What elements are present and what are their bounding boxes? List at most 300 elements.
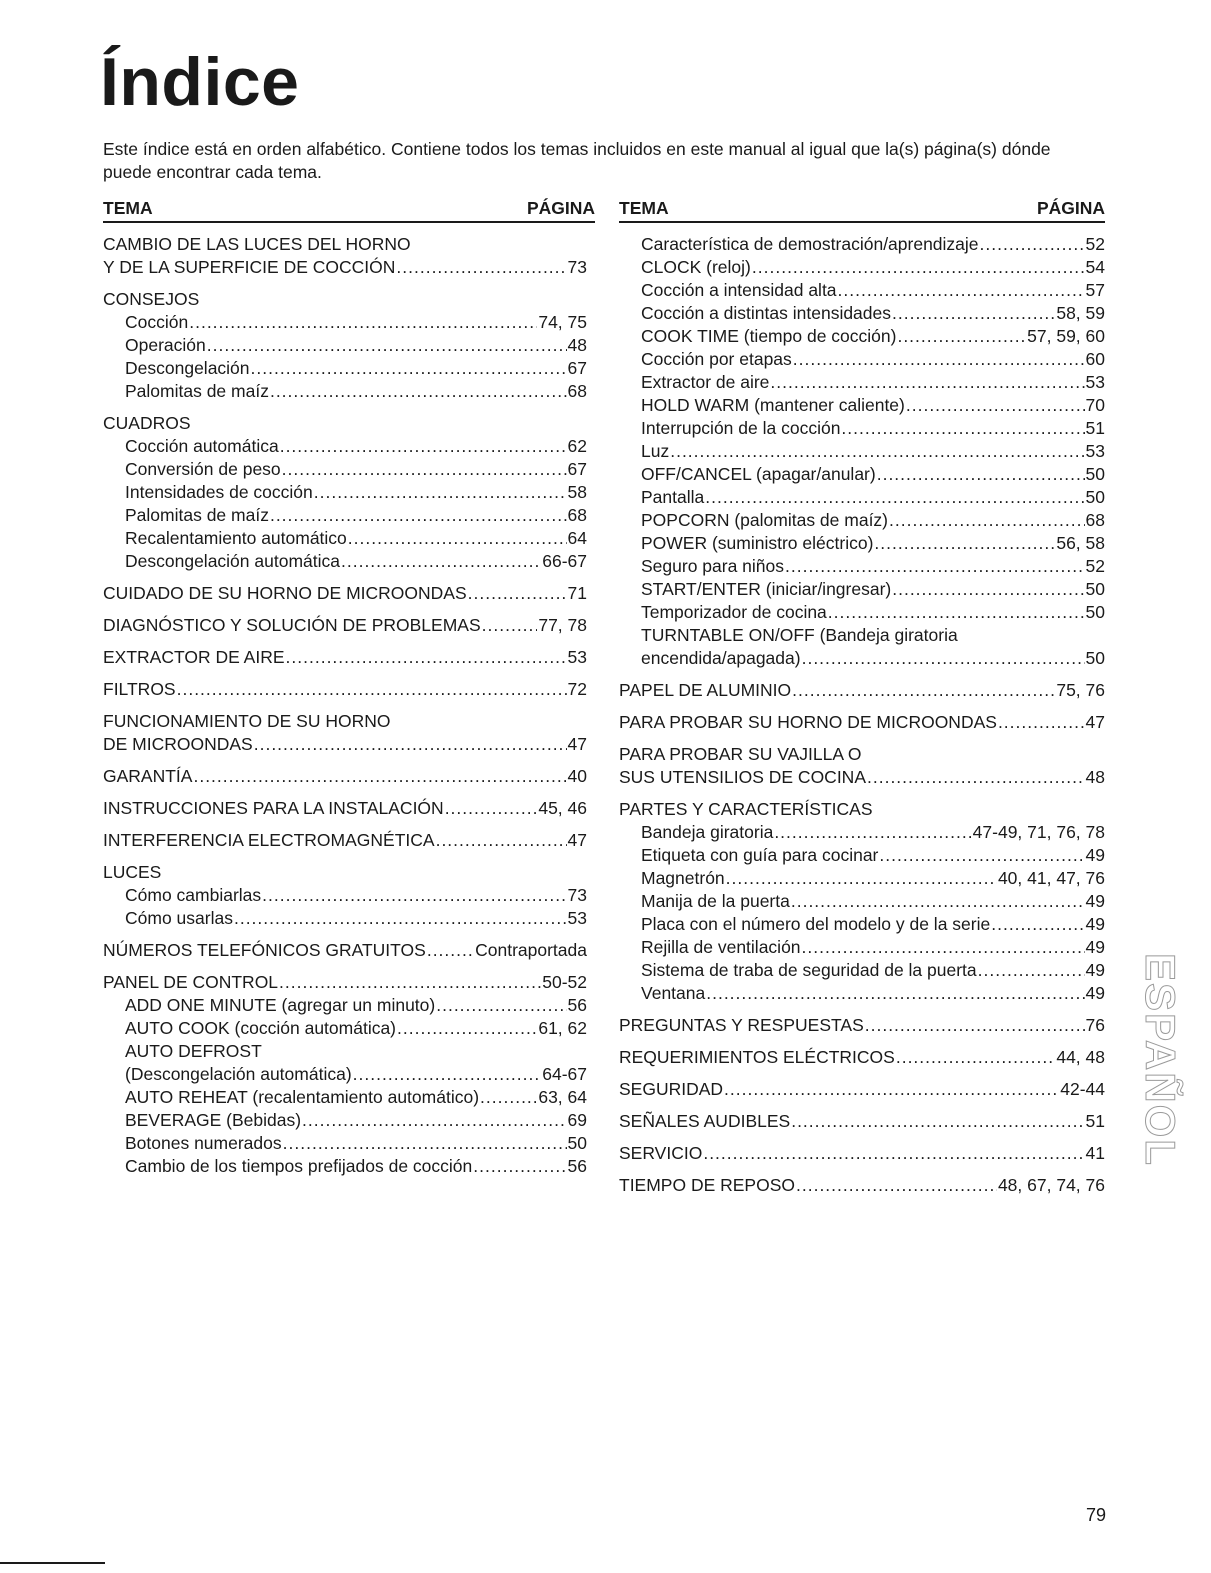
entry-page: 64 xyxy=(567,528,587,548)
index-heading xyxy=(619,1110,1105,1133)
index-heading xyxy=(103,678,587,701)
side-tab-label: ESPAÑOL xyxy=(1137,953,1184,1167)
index-entry xyxy=(103,233,587,279)
entry-term: AUTO DEFROST xyxy=(125,1041,262,1061)
index-subentry xyxy=(103,481,587,504)
entry-page: 54 xyxy=(1085,257,1105,277)
entry-term: Operación xyxy=(125,335,206,355)
entry-page: 56 xyxy=(567,995,587,1015)
entry-term: TURNTABLE ON/OFF (Bandeja giratoria xyxy=(641,625,958,645)
entry-term: Cocción a distintas intensidades xyxy=(641,303,892,323)
entry-page: 48 xyxy=(1085,767,1105,787)
dot-leader xyxy=(785,555,1085,578)
entry-page: 51 xyxy=(1085,1111,1105,1131)
index-heading xyxy=(619,1174,1105,1197)
index-subentry xyxy=(619,601,1105,624)
entry-page: 57 xyxy=(1085,280,1105,300)
dot-leader xyxy=(482,614,538,637)
dot-leader xyxy=(445,797,538,820)
entry-page: 40 xyxy=(567,766,587,786)
entry-page: 73 xyxy=(567,885,587,905)
entry-page: 45, 46 xyxy=(538,798,587,818)
entry-term: AUTO REHEAT (recalentamiento automático) xyxy=(125,1087,480,1107)
dot-leader xyxy=(396,256,566,279)
index-subentry xyxy=(619,256,1105,279)
entry-term: Manija de la puerta xyxy=(641,891,790,911)
entry-term: PAPEL DE ALUMINIO xyxy=(619,680,792,700)
entry-page: 51 xyxy=(1085,418,1105,438)
index-subentry xyxy=(103,311,587,334)
entry-page: 67 xyxy=(567,459,587,479)
entry-page: 53 xyxy=(1085,372,1105,392)
entry-term: Cocción xyxy=(125,312,189,332)
entry-term: Temporizador de cocina xyxy=(641,602,827,622)
entry-term: SEÑALES AUDIBLES xyxy=(619,1111,791,1131)
index-entry xyxy=(103,710,587,756)
index-heading xyxy=(103,582,587,605)
entry-term: FUNCIONAMIENTO DE SU HORNO xyxy=(103,711,391,731)
entry-term: Sistema de traba de seguridad de la puerta xyxy=(641,960,977,980)
entry-term: encendida/apagada) xyxy=(641,648,801,668)
entry-term: POWER (suministro eléctrico) xyxy=(641,533,874,553)
dot-leader xyxy=(879,844,1084,867)
index-subentry xyxy=(619,532,1105,555)
entry-term: CONSEJOS xyxy=(103,289,200,309)
index-heading xyxy=(103,614,587,637)
index-subentry xyxy=(619,936,1105,959)
entry-page: 42-44 xyxy=(1060,1079,1105,1099)
entry-term: Descongelación xyxy=(125,358,250,378)
index-subentry xyxy=(619,463,1105,486)
dot-leader xyxy=(314,481,567,504)
entry-page: 69 xyxy=(567,1110,587,1130)
language-side-tab xyxy=(1138,940,1182,1180)
index-heading xyxy=(103,733,587,756)
dot-leader xyxy=(480,1086,537,1109)
entry-page: 56 xyxy=(567,1156,587,1176)
index-entry xyxy=(619,1078,1105,1101)
column-header xyxy=(619,198,1105,223)
dot-leader xyxy=(802,936,1085,959)
entry-term: Conversión de peso xyxy=(125,459,281,479)
entry-term: INTERFERENCIA ELECTROMAGNÉTICA xyxy=(103,830,435,850)
entry-term: REQUERIMIENTOS ELÉCTRICOS xyxy=(619,1047,895,1067)
index-entry xyxy=(103,412,587,573)
entry-term: DE MICROONDAS xyxy=(103,734,253,754)
entry-page: 56, 58 xyxy=(1056,533,1105,553)
index-heading xyxy=(619,1014,1105,1037)
entry-page: 60 xyxy=(1085,349,1105,369)
entry-term: NÚMEROS TELEFÓNICOS GRATUITOS xyxy=(103,940,426,960)
entry-term: Cocción por etapas xyxy=(641,349,792,369)
entry-term: Bandeja giratoria xyxy=(641,822,774,842)
entry-term: LUCES xyxy=(103,862,162,882)
dot-leader xyxy=(193,765,566,788)
entry-term: COOK TIME (tiempo de cocción) xyxy=(641,326,897,346)
page-number: 79 xyxy=(1086,1505,1107,1525)
header-tema: TEMA xyxy=(103,198,153,218)
entry-term: Característica de demostración/aprendizaje xyxy=(641,234,979,254)
index-subentry xyxy=(103,380,587,403)
dot-leader xyxy=(283,1132,567,1155)
index-subentry xyxy=(619,844,1105,867)
index-subentry xyxy=(103,1086,587,1109)
index-entry xyxy=(103,678,587,701)
dot-leader xyxy=(427,939,474,962)
index-subentry xyxy=(619,302,1105,325)
dot-leader xyxy=(724,1078,1059,1101)
entry-term: Magnetrón xyxy=(641,868,725,888)
entry-page: 53 xyxy=(567,647,587,667)
index-subentry xyxy=(103,550,587,573)
index-heading xyxy=(103,829,587,852)
entry-page: 40, 41, 47, 76 xyxy=(997,868,1105,888)
index-entry xyxy=(103,797,587,820)
dot-leader xyxy=(770,371,1084,394)
index-entry xyxy=(103,861,587,930)
entry-term: BEVERAGE (Bebidas) xyxy=(125,1110,302,1130)
entry-page: 50 xyxy=(1085,602,1105,622)
index-subentry xyxy=(103,1155,587,1178)
index-heading xyxy=(619,1046,1105,1069)
index-subentry xyxy=(619,959,1105,982)
entry-term: CAMBIO DE LAS LUCES DEL HORNO xyxy=(103,234,411,254)
index-subentry xyxy=(619,578,1105,601)
index-subentry xyxy=(103,504,587,527)
dot-leader xyxy=(353,1063,542,1086)
entry-page: 77, 78 xyxy=(538,615,587,635)
index-subentry xyxy=(619,624,1105,647)
entry-term: CLOCK (reloj) xyxy=(641,257,751,277)
entry-term: Etiqueta con guía para cocinar xyxy=(641,845,879,865)
index-heading xyxy=(103,646,587,669)
entry-term: Intensidades de cocción xyxy=(125,482,313,502)
dot-leader xyxy=(473,1155,566,1178)
entry-term: START/ENTER (iniciar/ingresar) xyxy=(641,579,892,599)
entry-page: 49 xyxy=(1085,891,1105,911)
entry-page: 74, 75 xyxy=(538,312,587,332)
dot-leader xyxy=(207,334,567,357)
entry-term: CUADROS xyxy=(103,413,191,433)
index-entry xyxy=(103,614,587,637)
entry-page: 47 xyxy=(567,734,587,754)
entry-term: Cómo usarlas xyxy=(125,908,233,928)
dot-leader xyxy=(828,601,1085,624)
entry-term: PARA PROBAR SU VAJILLA O xyxy=(619,744,862,764)
entry-term: TIEMPO DE REPOSO xyxy=(619,1175,795,1195)
index-subentry xyxy=(619,913,1105,936)
dot-leader xyxy=(838,279,1085,302)
entry-page: Contraportada xyxy=(475,940,587,960)
dot-leader xyxy=(726,867,997,890)
index-entry xyxy=(619,743,1105,789)
index-subentry xyxy=(619,233,1105,256)
dot-leader xyxy=(286,646,567,669)
entry-page: 50 xyxy=(1085,579,1105,599)
entry-page: 53 xyxy=(567,908,587,928)
entry-term: Y DE LA SUPERFICIE DE COCCIÓN xyxy=(103,257,396,277)
intro-paragraph: Este índice está en orden alfabético. Contiene todos los temas incluidos en este manual al igual que la(s) página(s) dónde puede encontrar cada tema. xyxy=(103,139,1051,182)
index-subentry xyxy=(103,334,587,357)
index-subentry xyxy=(103,1109,587,1132)
entry-term: ADD ONE MINUTE (agregar un minuto) xyxy=(125,995,436,1015)
index-heading xyxy=(103,939,587,962)
dot-leader xyxy=(791,1110,1084,1133)
entry-page: 47-49, 71, 76, 78 xyxy=(972,822,1105,842)
entry-page: 50 xyxy=(1085,648,1105,668)
dot-leader xyxy=(280,435,567,458)
entry-term: SEGURIDAD xyxy=(619,1079,724,1099)
entry-page: 48 xyxy=(567,335,587,355)
entry-page: 61, 62 xyxy=(538,1018,587,1038)
entry-term: Palomitas de maíz xyxy=(125,381,269,401)
entry-term: Descongelación automática xyxy=(125,551,340,571)
entry-term: Palomitas de maíz xyxy=(125,505,269,525)
entry-page: 66-67 xyxy=(542,551,587,571)
dot-leader xyxy=(841,417,1084,440)
entry-page: 49 xyxy=(1085,960,1105,980)
entry-page: 63, 64 xyxy=(538,1087,587,1107)
index-subentry xyxy=(103,1063,587,1086)
index-entry xyxy=(619,679,1105,702)
entry-term: (Descongelación automática) xyxy=(125,1064,352,1084)
index-heading xyxy=(103,797,587,820)
entry-term: FILTROS xyxy=(103,679,176,699)
dot-leader xyxy=(897,325,1026,348)
entry-page: 68 xyxy=(567,505,587,525)
dot-leader xyxy=(254,733,567,756)
entry-page: 49 xyxy=(1085,937,1105,957)
entry-term: Luz xyxy=(641,441,670,461)
entry-term: PARTES Y CARACTERÍSTICAS xyxy=(619,799,873,819)
entry-term: Cocción automática xyxy=(125,436,279,456)
dot-leader xyxy=(998,711,1085,734)
index-entry xyxy=(619,1046,1105,1069)
entry-term: Rejilla de ventilación xyxy=(641,937,801,957)
index-entry xyxy=(103,288,587,403)
index-heading xyxy=(103,233,587,256)
index-heading xyxy=(619,1078,1105,1101)
entry-page: 62 xyxy=(567,436,587,456)
entry-term: Seguro para niños xyxy=(641,556,785,576)
entry-page: 50-52 xyxy=(542,972,587,992)
index-column-left xyxy=(103,198,595,1187)
header-pagina: PÁGINA xyxy=(526,198,595,218)
dot-leader xyxy=(865,1014,1085,1037)
index-heading xyxy=(619,711,1105,734)
entry-page: 67 xyxy=(567,358,587,378)
entry-term: Pantalla xyxy=(641,487,705,507)
dot-leader xyxy=(348,527,567,550)
entry-page: 72 xyxy=(567,679,587,699)
dot-leader xyxy=(892,578,1084,601)
dot-leader xyxy=(752,256,1085,279)
entry-page: 50 xyxy=(1085,464,1105,484)
index-entries-left xyxy=(103,233,587,1178)
entry-term: EXTRACTOR DE AIRE xyxy=(103,647,285,667)
index-heading xyxy=(619,766,1105,789)
entry-page: 50 xyxy=(567,1133,587,1153)
index-heading xyxy=(103,861,587,884)
entry-term: PARA PROBAR SU HORNO DE MICROONDAS xyxy=(619,712,997,732)
index-entry xyxy=(619,711,1105,734)
index-subentry xyxy=(103,907,587,930)
dot-leader xyxy=(177,678,567,701)
entry-page: 73 xyxy=(567,257,587,277)
entry-term: GARANTÍA xyxy=(103,766,193,786)
dot-leader xyxy=(706,982,1084,1005)
entry-page: 75, 76 xyxy=(1056,680,1105,700)
dot-leader xyxy=(189,311,537,334)
entry-page: 52 xyxy=(1085,234,1105,254)
dot-leader xyxy=(791,890,1085,913)
entry-term: Extractor de aire xyxy=(641,372,770,392)
dot-leader xyxy=(793,348,1085,371)
index-subentry xyxy=(103,435,587,458)
entry-page: 47 xyxy=(567,830,587,850)
bottom-rule xyxy=(0,1562,105,1564)
dot-leader xyxy=(906,394,1085,417)
index-heading xyxy=(103,971,587,994)
entry-term: Interrupción de la cocción xyxy=(641,418,841,438)
index-subentry xyxy=(103,1017,587,1040)
index-entry xyxy=(619,1110,1105,1133)
index-subentry xyxy=(619,647,1105,670)
dot-leader xyxy=(302,1109,566,1132)
index-heading xyxy=(619,679,1105,702)
dot-leader xyxy=(270,504,567,527)
index-subentry xyxy=(619,555,1105,578)
entry-page: 57, 59, 60 xyxy=(1027,326,1105,346)
index-entry xyxy=(619,798,1105,1005)
entry-page: 64-67 xyxy=(542,1064,587,1084)
index-heading xyxy=(103,710,587,733)
entry-term: Cambio de los tiempos prefijados de cocción xyxy=(125,1156,473,1176)
entry-page: 68 xyxy=(1085,510,1105,530)
dot-leader xyxy=(877,463,1085,486)
index-entries-right xyxy=(619,233,1105,1197)
entry-term: POPCORN (palomitas de maíz) xyxy=(641,510,889,530)
entry-page: 71 xyxy=(567,583,587,603)
index-entry xyxy=(103,582,587,605)
dot-leader xyxy=(802,647,1085,670)
dot-leader xyxy=(896,1046,1056,1069)
index-entry xyxy=(103,765,587,788)
entry-term: SERVICIO xyxy=(619,1143,703,1163)
index-subentry xyxy=(103,458,587,481)
index-subentry xyxy=(619,279,1105,302)
dot-leader xyxy=(705,486,1084,509)
dot-leader xyxy=(892,302,1055,325)
index-heading xyxy=(103,765,587,788)
index-subentry xyxy=(619,982,1105,1005)
index-heading xyxy=(103,256,587,279)
entry-term: OFF/CANCEL (apagar/anular) xyxy=(641,464,876,484)
entry-page: 49 xyxy=(1085,914,1105,934)
index-subentry xyxy=(103,884,587,907)
entry-term: HOLD WARM (mantener caliente) xyxy=(641,395,905,415)
index-subentry xyxy=(619,440,1105,463)
header-pagina: PÁGINA xyxy=(1036,198,1105,218)
index-entry xyxy=(103,939,587,962)
page-title: Índice xyxy=(100,44,300,120)
entry-term: Ventana xyxy=(641,983,706,1003)
index-entry xyxy=(103,829,587,852)
dot-leader xyxy=(262,884,566,907)
index-column-right xyxy=(619,198,1105,1206)
index-heading xyxy=(619,743,1105,766)
index-heading xyxy=(103,412,587,435)
dot-leader xyxy=(251,357,567,380)
dot-leader xyxy=(980,233,1085,256)
entry-term: INSTRUCCIONES PARA LA INSTALACIÓN xyxy=(103,798,444,818)
dot-leader xyxy=(874,532,1055,555)
entry-page: 50 xyxy=(1085,487,1105,507)
entry-page: 41 xyxy=(1085,1143,1105,1163)
entry-term: PANEL DE CONTROL xyxy=(103,972,279,992)
entry-page: 44, 48 xyxy=(1056,1047,1105,1067)
index-subentry xyxy=(103,994,587,1017)
index-subentry xyxy=(619,486,1105,509)
dot-leader xyxy=(796,1174,997,1197)
index-subentry xyxy=(619,417,1105,440)
index-subentry xyxy=(619,890,1105,913)
dot-leader xyxy=(792,679,1055,702)
entry-term: CUIDADO DE SU HORNO DE MICROONDAS xyxy=(103,583,467,603)
entry-page: 58 xyxy=(567,482,587,502)
entry-term: PREGUNTAS Y RESPUESTAS xyxy=(619,1015,864,1035)
index-subentry xyxy=(103,1040,587,1063)
index-subentry xyxy=(103,1132,587,1155)
entry-term: Cocción a intensidad alta xyxy=(641,280,837,300)
dot-leader xyxy=(468,582,567,605)
entry-term: Recalentamiento automático xyxy=(125,528,347,548)
entry-page: 52 xyxy=(1085,556,1105,576)
dot-leader xyxy=(867,766,1085,789)
entry-term: Cómo cambiarlas xyxy=(125,885,262,905)
entry-page: 53 xyxy=(1085,441,1105,461)
entry-term: Botones numerados xyxy=(125,1133,282,1153)
index-entry xyxy=(103,646,587,669)
index-heading xyxy=(103,288,587,311)
entry-page: 76 xyxy=(1085,1015,1105,1035)
dot-leader xyxy=(397,1017,537,1040)
index-entry xyxy=(619,233,1105,670)
entry-term: SUS UTENSILIOS DE COCINA xyxy=(619,767,866,787)
dot-leader xyxy=(774,821,971,844)
header-tema: TEMA xyxy=(619,198,669,218)
index-subentry xyxy=(619,509,1105,532)
index-entry xyxy=(103,971,587,1178)
dot-leader xyxy=(436,994,566,1017)
index-heading xyxy=(619,798,1105,821)
index-subentry xyxy=(619,348,1105,371)
dot-leader xyxy=(341,550,541,573)
index-entry xyxy=(619,1142,1105,1165)
dot-leader xyxy=(234,907,567,930)
index-subentry xyxy=(619,371,1105,394)
index-subentry xyxy=(103,357,587,380)
index-entry xyxy=(619,1014,1105,1037)
index-subentry xyxy=(619,394,1105,417)
entry-term: DIAGNÓSTICO Y SOLUCIÓN DE PROBLEMAS xyxy=(103,615,481,635)
column-header xyxy=(103,198,595,223)
dot-leader xyxy=(270,380,567,403)
dot-leader xyxy=(978,959,1085,982)
index-subentry xyxy=(619,821,1105,844)
index-subentry xyxy=(103,527,587,550)
entry-term: AUTO COOK (cocción automática) xyxy=(125,1018,397,1038)
